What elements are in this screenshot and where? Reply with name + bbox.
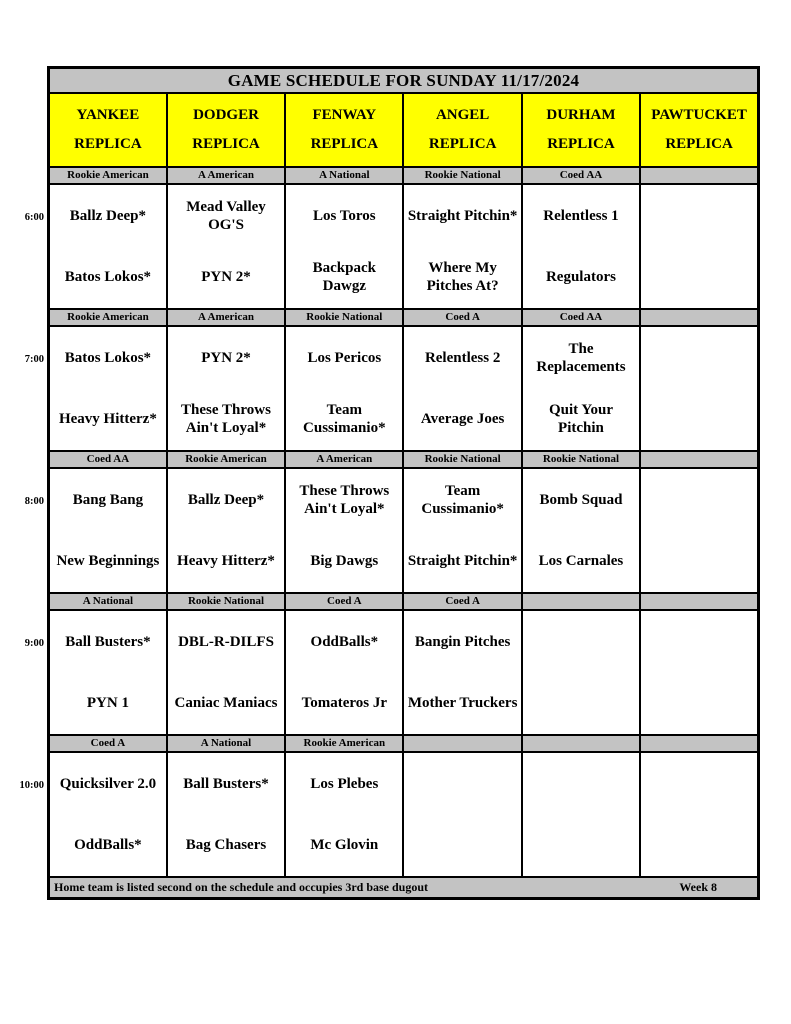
home-team	[641, 531, 757, 593]
division-label: Rookie American	[49, 309, 167, 326]
division-row	[49, 735, 759, 752]
visitor-team: Relentless 1	[543, 207, 619, 224]
time-label: 9:00	[24, 638, 44, 649]
visitor-team: Los Plebes	[310, 775, 379, 792]
game-cell	[640, 468, 758, 593]
visitor-team	[641, 753, 757, 815]
game-cell	[522, 326, 640, 451]
time-label: 8:00	[24, 496, 44, 507]
field-type: REPLICA	[665, 136, 733, 152]
home-team: Mc Glovin	[310, 837, 379, 854]
field-type: REPLICA	[547, 136, 615, 152]
division-row	[49, 451, 759, 468]
week-label: Week 8	[679, 880, 717, 894]
footer-note: Home team is listed second on the schedule and occupies 3rd base dugout	[54, 880, 429, 894]
visitor-team: OddBalls*	[310, 633, 379, 650]
division-label: Coed A	[285, 593, 403, 610]
home-team: Batos Lokos*	[64, 269, 152, 286]
home-team: PYN 2*	[201, 269, 251, 286]
games-row	[49, 184, 759, 309]
visitor-team: Bomb Squad	[539, 491, 623, 508]
field-type: REPLICA	[428, 136, 497, 152]
division-label: Rookie National	[403, 167, 521, 184]
division-label: Rookie National	[167, 593, 285, 610]
visitor-team: DBL-R-DILFS	[178, 633, 274, 650]
visitor-team: Quicksilver 2.0	[59, 775, 157, 792]
division-label: Coed A	[403, 593, 521, 610]
time-label: 7:00	[24, 354, 44, 365]
division-label: A American	[285, 451, 403, 468]
home-team: These Throws Ain't Loyal*	[181, 402, 271, 437]
home-team: Tomateros Jr	[301, 695, 388, 712]
footer-row	[49, 877, 759, 899]
division-label: Coed AA	[522, 167, 640, 184]
field-name: ANGEL	[435, 107, 490, 123]
game-cell	[285, 326, 403, 451]
game-cell	[167, 610, 285, 735]
home-team: Backpack Dawgz	[312, 260, 376, 295]
game-cell	[49, 184, 167, 309]
home-team: Average Joes	[420, 411, 505, 428]
visitor-team: PYN 2*	[201, 349, 251, 366]
home-team	[641, 389, 757, 451]
games-row	[49, 752, 759, 877]
home-team: Heavy Hitterz*	[58, 411, 157, 428]
field-name: DURHAM	[546, 107, 616, 123]
division-label: Rookie American	[285, 735, 403, 752]
field-header-dodger	[167, 93, 285, 167]
game-cell	[522, 610, 640, 735]
field-type: REPLICA	[192, 136, 260, 152]
game-cell	[403, 610, 521, 735]
visitor-team: Bangin Pitches	[414, 633, 511, 650]
visitor-team	[523, 753, 639, 815]
game-cell	[403, 468, 521, 593]
games-row	[49, 326, 759, 451]
time-label: 10:00	[19, 780, 44, 791]
schedule-table	[47, 66, 760, 900]
page-title: GAME SCHEDULE FOR SUNDAY 11/17/2024	[49, 68, 759, 94]
division-label	[640, 735, 758, 752]
visitor-team: Ballz Deep*	[187, 491, 265, 508]
field-header-pawtucket	[640, 93, 758, 167]
games-row	[49, 610, 759, 735]
division-label: Coed AA	[49, 451, 167, 468]
division-label	[522, 735, 640, 752]
home-team: Team Cussimanio*	[303, 402, 386, 437]
visitor-team	[641, 469, 757, 531]
division-label: Rookie American	[167, 451, 285, 468]
visitor-team: The Replacements	[536, 340, 626, 375]
field-type: REPLICA	[74, 136, 142, 152]
division-label: Coed A	[49, 735, 167, 752]
division-label: Coed A	[403, 309, 521, 326]
visitor-team	[641, 185, 757, 247]
visitor-team: Bang Bang	[72, 491, 144, 508]
visitor-team: Ball Busters*	[65, 633, 151, 650]
home-team: Heavy Hitterz*	[177, 553, 275, 570]
game-cell	[285, 468, 403, 593]
visitor-team	[404, 753, 520, 815]
games-row	[49, 468, 759, 593]
home-team: Big Dawgs	[310, 553, 379, 570]
game-cell	[167, 326, 285, 451]
division-row	[49, 309, 759, 326]
division-label: Rookie American	[49, 167, 167, 184]
division-label	[403, 735, 521, 752]
division-label: Rookie National	[522, 451, 640, 468]
visitor-team: Ballz Deep*	[69, 207, 147, 224]
footer	[49, 877, 759, 899]
game-cell	[167, 752, 285, 877]
division-label: A American	[167, 309, 285, 326]
home-team	[641, 247, 757, 309]
game-cell	[49, 752, 167, 877]
game-cell	[285, 752, 403, 877]
field-name: FENWAY	[312, 107, 377, 123]
game-cell	[640, 752, 758, 877]
field-type: REPLICA	[310, 136, 379, 152]
home-team: Caniac Maniacs	[174, 695, 278, 712]
division-label: A National	[285, 167, 403, 184]
division-label: Rookie National	[285, 309, 403, 326]
visitor-team: Team Cussimanio*	[421, 482, 504, 517]
home-team: OddBalls*	[74, 837, 142, 854]
game-cell	[167, 468, 285, 593]
field-header-row	[49, 93, 759, 167]
field-name: PAWTUCKET	[651, 107, 747, 123]
visitor-team	[641, 327, 757, 389]
visitor-team: Ball Busters*	[183, 775, 269, 792]
home-team: Straight Pitchin*	[407, 553, 518, 570]
division-label	[640, 167, 758, 184]
game-cell	[640, 184, 758, 309]
game-cell	[49, 468, 167, 593]
visitor-team: Batos Lokos*	[64, 349, 152, 366]
field-header-yankee	[49, 93, 167, 167]
home-team: Quit Your Pitchin	[548, 402, 613, 437]
division-label: Rookie National	[403, 451, 521, 468]
division-label	[640, 451, 758, 468]
field-name: YANKEE	[76, 107, 140, 123]
visitor-team: Mead Valley OG'S	[186, 198, 266, 233]
visitor-team: Straight Pitchin*	[407, 207, 518, 224]
game-cell	[285, 184, 403, 309]
home-team: PYN 1	[86, 695, 129, 712]
title-row	[49, 68, 759, 94]
game-cell	[167, 184, 285, 309]
game-cell	[403, 326, 521, 451]
home-team: Mother Truckers	[407, 695, 518, 712]
visitor-team: Los Toros	[312, 207, 376, 224]
division-label: Coed AA	[522, 309, 640, 326]
home-team: Los Carnales	[538, 553, 624, 570]
home-team: Regulators	[545, 269, 616, 286]
visitor-team: Relentless 2	[424, 349, 501, 366]
division-label	[640, 593, 758, 610]
game-cell	[49, 610, 167, 735]
home-team	[641, 815, 757, 877]
game-cell	[403, 752, 521, 877]
home-team	[641, 673, 757, 735]
field-header-durham	[522, 93, 640, 167]
division-label: A National	[49, 593, 167, 610]
game-cell	[640, 326, 758, 451]
game-cell	[49, 326, 167, 451]
home-team: Bag Chasers	[185, 837, 267, 854]
division-label	[522, 593, 640, 610]
home-team: Where My Pitches At?	[426, 260, 499, 295]
game-cell	[522, 468, 640, 593]
game-cell	[403, 184, 521, 309]
field-header-fenway	[285, 93, 403, 167]
visitor-team: Los Pericos	[307, 349, 382, 366]
field-header-angel	[403, 93, 521, 167]
visitor-team	[523, 611, 639, 673]
division-row	[49, 167, 759, 184]
game-cell	[522, 752, 640, 877]
home-team	[523, 673, 639, 735]
game-cell	[640, 610, 758, 735]
visitor-team: These Throws Ain't Loyal*	[299, 482, 390, 517]
home-team: New Beginnings	[56, 553, 160, 570]
time-label: 6:00	[24, 212, 44, 223]
game-cell	[285, 610, 403, 735]
division-label	[640, 309, 758, 326]
division-label: A National	[167, 735, 285, 752]
home-team	[404, 815, 520, 877]
home-team	[523, 815, 639, 877]
visitor-team	[641, 611, 757, 673]
division-row	[49, 593, 759, 610]
game-cell	[522, 184, 640, 309]
division-label: A American	[167, 167, 285, 184]
field-name: DODGER	[193, 107, 259, 123]
